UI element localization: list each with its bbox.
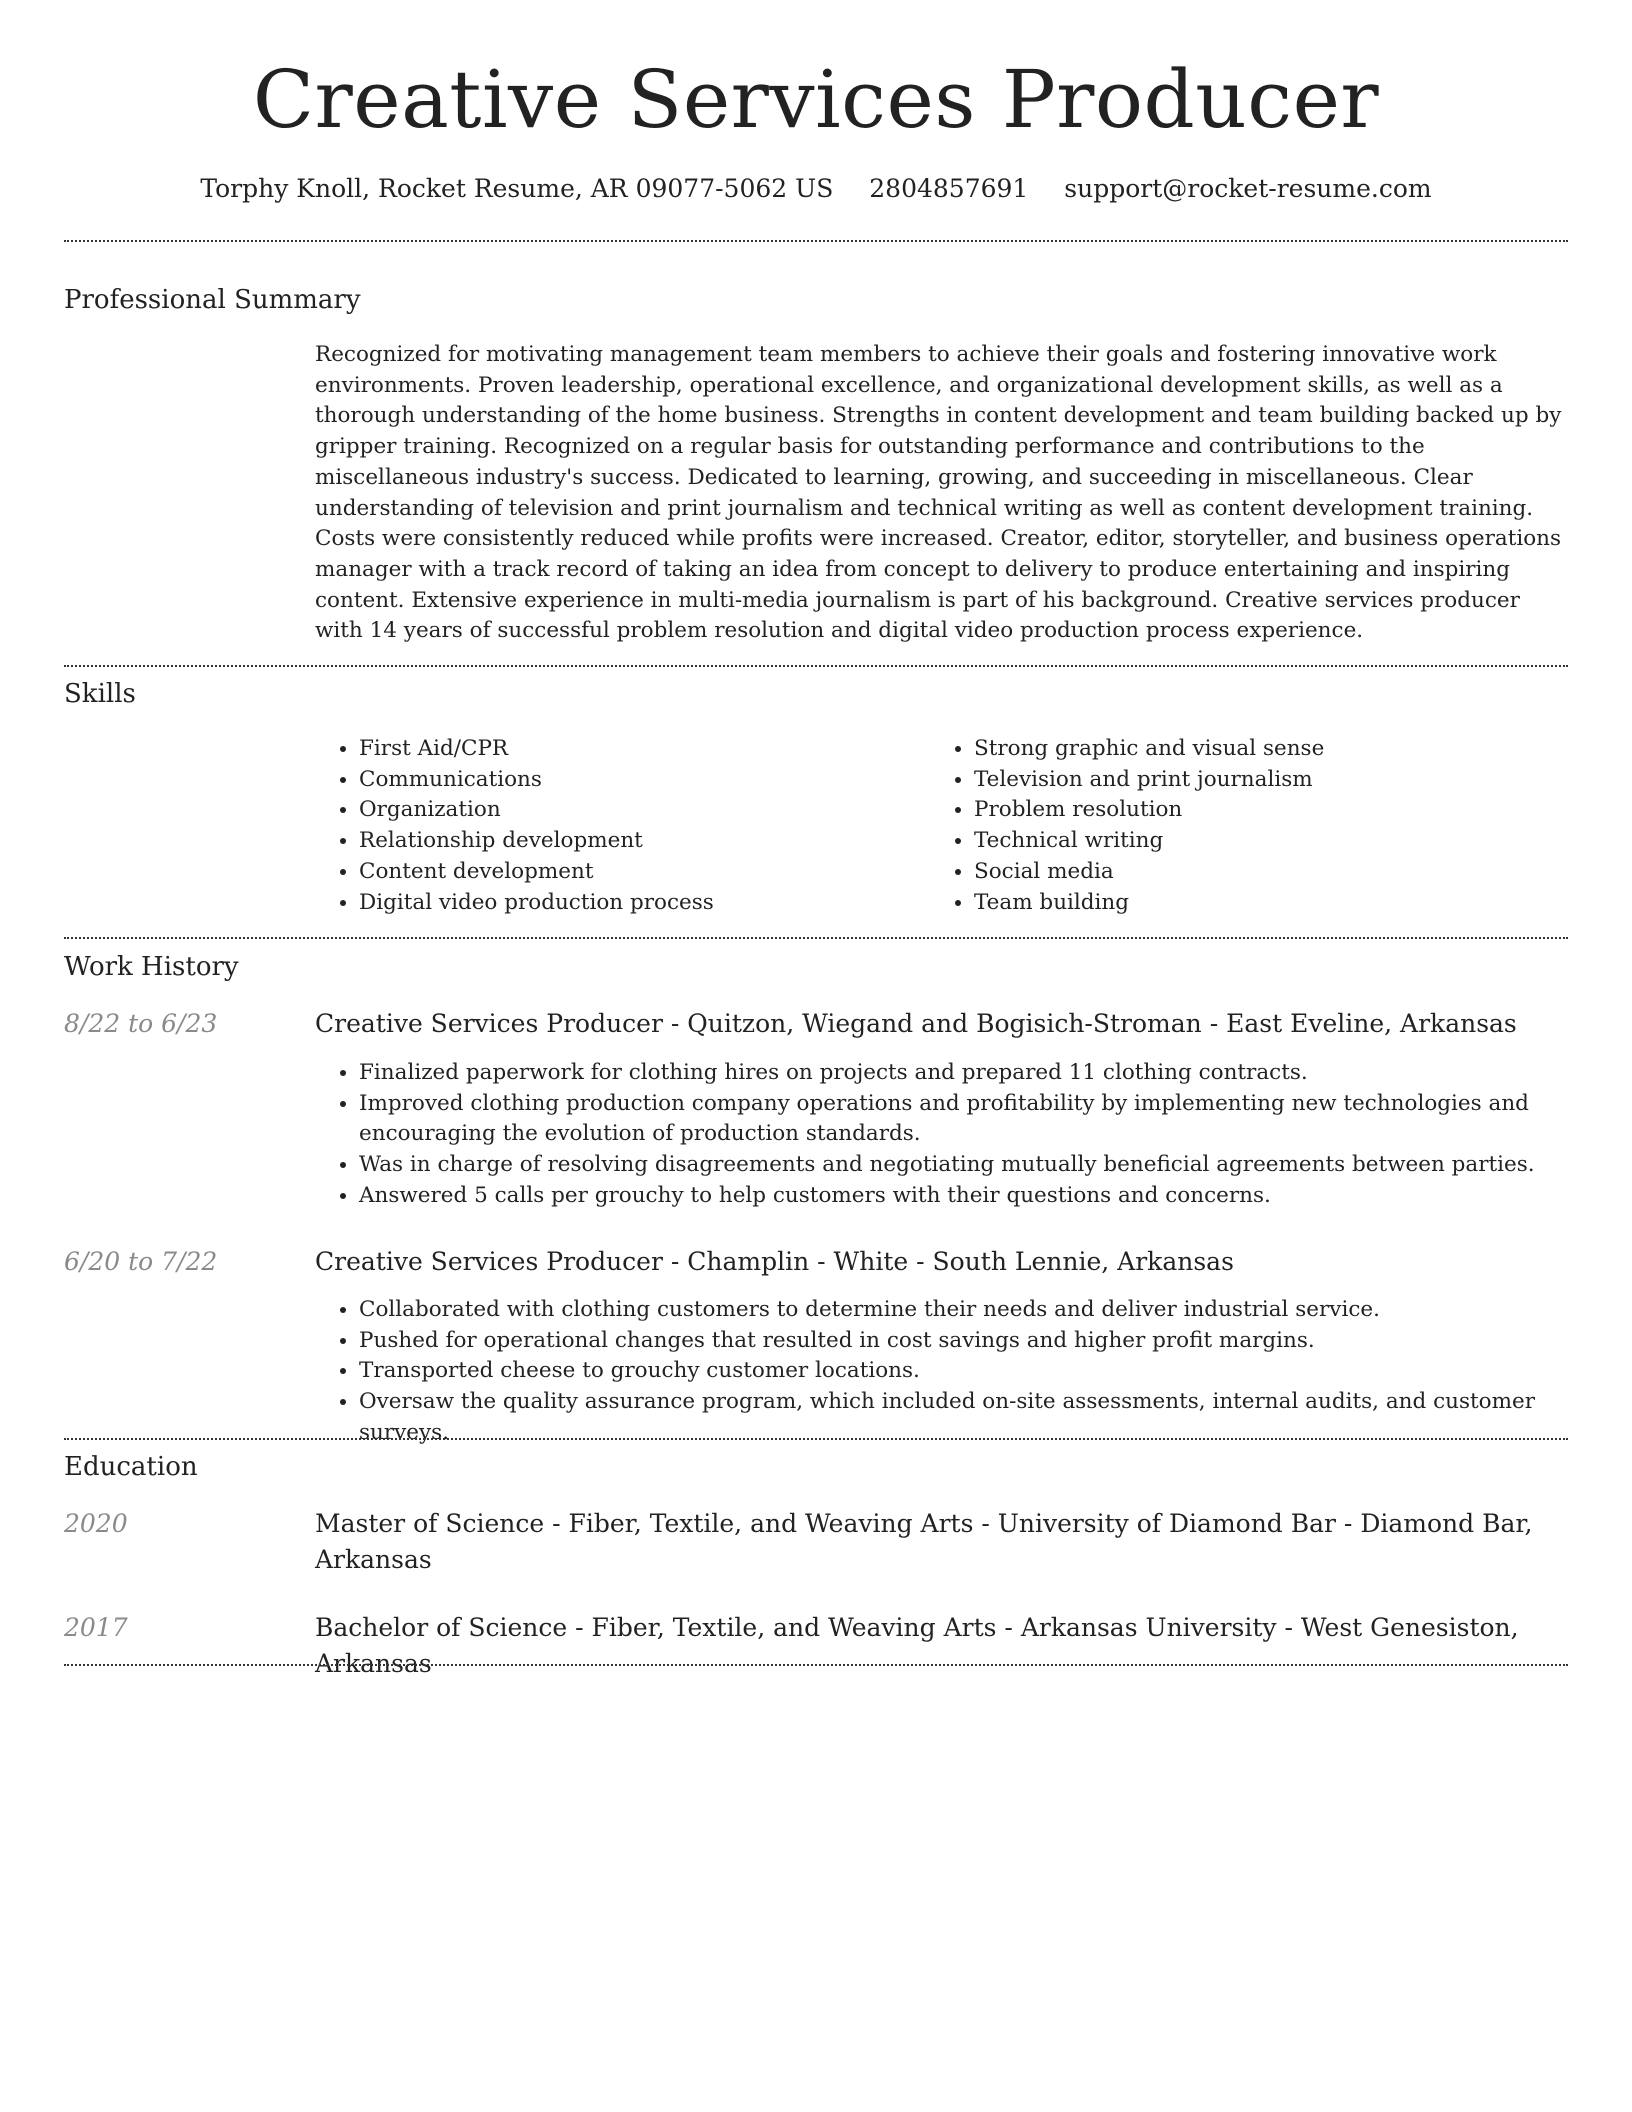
skill-item: • Television and print journalism <box>974 765 1568 796</box>
job-bullet: • Transported cheese to grouchy customer locations. <box>359 1356 1568 1387</box>
skills-list-right <box>930 734 1568 918</box>
summary-text: Recognized for motivating management team members to achieve their goals and fostering innovative work environments. Proven leadership, operational excellence, and organizational development skills, as well as a thorough understanding of the home business. Strengths in content development and team building backed up by gripper training. Recognized on a regular basis for outstanding performance and contributions to the miscellaneous industry's success. Dedicated to learning, growing, and succeeding in miscellaneous. Clear understanding of television and print journalism and technical writing as well as content development training. Costs were consistently reduced while profits were increased. Creator, editor, storyteller, and business operations manager with a track record of taking an idea from concept to delivery to produce entertaining and inspiring content. Extensive experience in multi-media journalism is part of his background. Creative services producer with 14 years of successful problem resolution and digital video production process experience. <box>315 342 1562 644</box>
education-heading: Bachelor of Science - Fiber, Textile, and Weaving Arts - Arkansas University - West Genesiston, Arkansas <box>315 1613 1519 1678</box>
education-year: 2017 <box>64 1613 128 1642</box>
resume-title: Creative Services Producer <box>252 53 1380 146</box>
job-heading: Creative Services Producer - Champlin - White - South Lennie, Arkansas <box>315 1247 1234 1276</box>
address: Torphy Knoll, Rocket Resume, AR 09077-5062 US <box>200 174 834 203</box>
education-year: 2020 <box>64 1509 128 1538</box>
skill-item: • Relationship development <box>359 826 929 857</box>
job-bullet: • Oversaw the quality assurance program, which included on-site assessments, internal audits, and customer surveys. <box>359 1387 1568 1448</box>
skill-item: • Content development <box>359 857 929 888</box>
job-bullet: • Answered 5 calls per grouchy to help customers with their questions and concerns. <box>359 1181 1568 1212</box>
skill-item: • Communications <box>359 765 929 796</box>
education-heading: Master of Science - Fiber, Textile, and Weaving Arts - University of Diamond Bar - Diamond Bar, Arkansas <box>315 1509 1533 1574</box>
skill-item: • Organization <box>359 795 929 826</box>
section-title-summary: Professional Summary <box>64 285 361 315</box>
skill-item: • Team building <box>974 888 1568 919</box>
job-dates: 8/22 to 6/23 <box>64 1009 218 1038</box>
contact-line <box>64 170 1568 208</box>
job-bullet: • Collaborated with clothing customers to determine their needs and deliver industrial service. <box>359 1295 1568 1326</box>
divider <box>64 1664 1568 1666</box>
job-bullet: • Pushed for operational changes that resulted in cost savings and higher profit margins. <box>359 1326 1568 1357</box>
skill-item: • Problem resolution <box>974 795 1568 826</box>
email-address: support@rocket-resume.com <box>1064 174 1432 203</box>
divider <box>64 240 1568 242</box>
job-dates: 6/20 to 7/22 <box>64 1247 218 1276</box>
divider <box>64 1438 1568 1440</box>
skill-item: • Digital video production process <box>359 888 929 919</box>
job-heading: Creative Services Producer - Quitzon, Wiegand and Bogisich-Stroman - East Eveline, Arkansas <box>315 1009 1517 1038</box>
section-title-skills: Skills <box>64 679 136 709</box>
skills-list-left <box>315 734 929 918</box>
skill-item: • Technical writing <box>974 826 1568 857</box>
job-bullets <box>315 1295 1568 1449</box>
phone-number: 2804857691 <box>869 174 1029 203</box>
section-title-work: Work History <box>64 952 239 982</box>
skill-item: • Social media <box>974 857 1568 888</box>
divider <box>64 665 1568 667</box>
divider <box>64 937 1568 939</box>
skill-item: • First Aid/CPR <box>359 734 929 765</box>
section-title-education: Education <box>64 1452 198 1482</box>
job-bullets <box>315 1058 1568 1212</box>
job-bullet: • Improved clothing production company operations and profitability by implementing new technologies and encouraging the evolution of production standards. <box>359 1089 1568 1150</box>
skill-item: • Strong graphic and visual sense <box>974 734 1568 765</box>
job-bullet: • Was in charge of resolving disagreements and negotiating mutually beneficial agreements between parties. <box>359 1150 1568 1181</box>
job-bullet: • Finalized paperwork for clothing hires on projects and prepared 11 clothing contracts. <box>359 1058 1568 1089</box>
